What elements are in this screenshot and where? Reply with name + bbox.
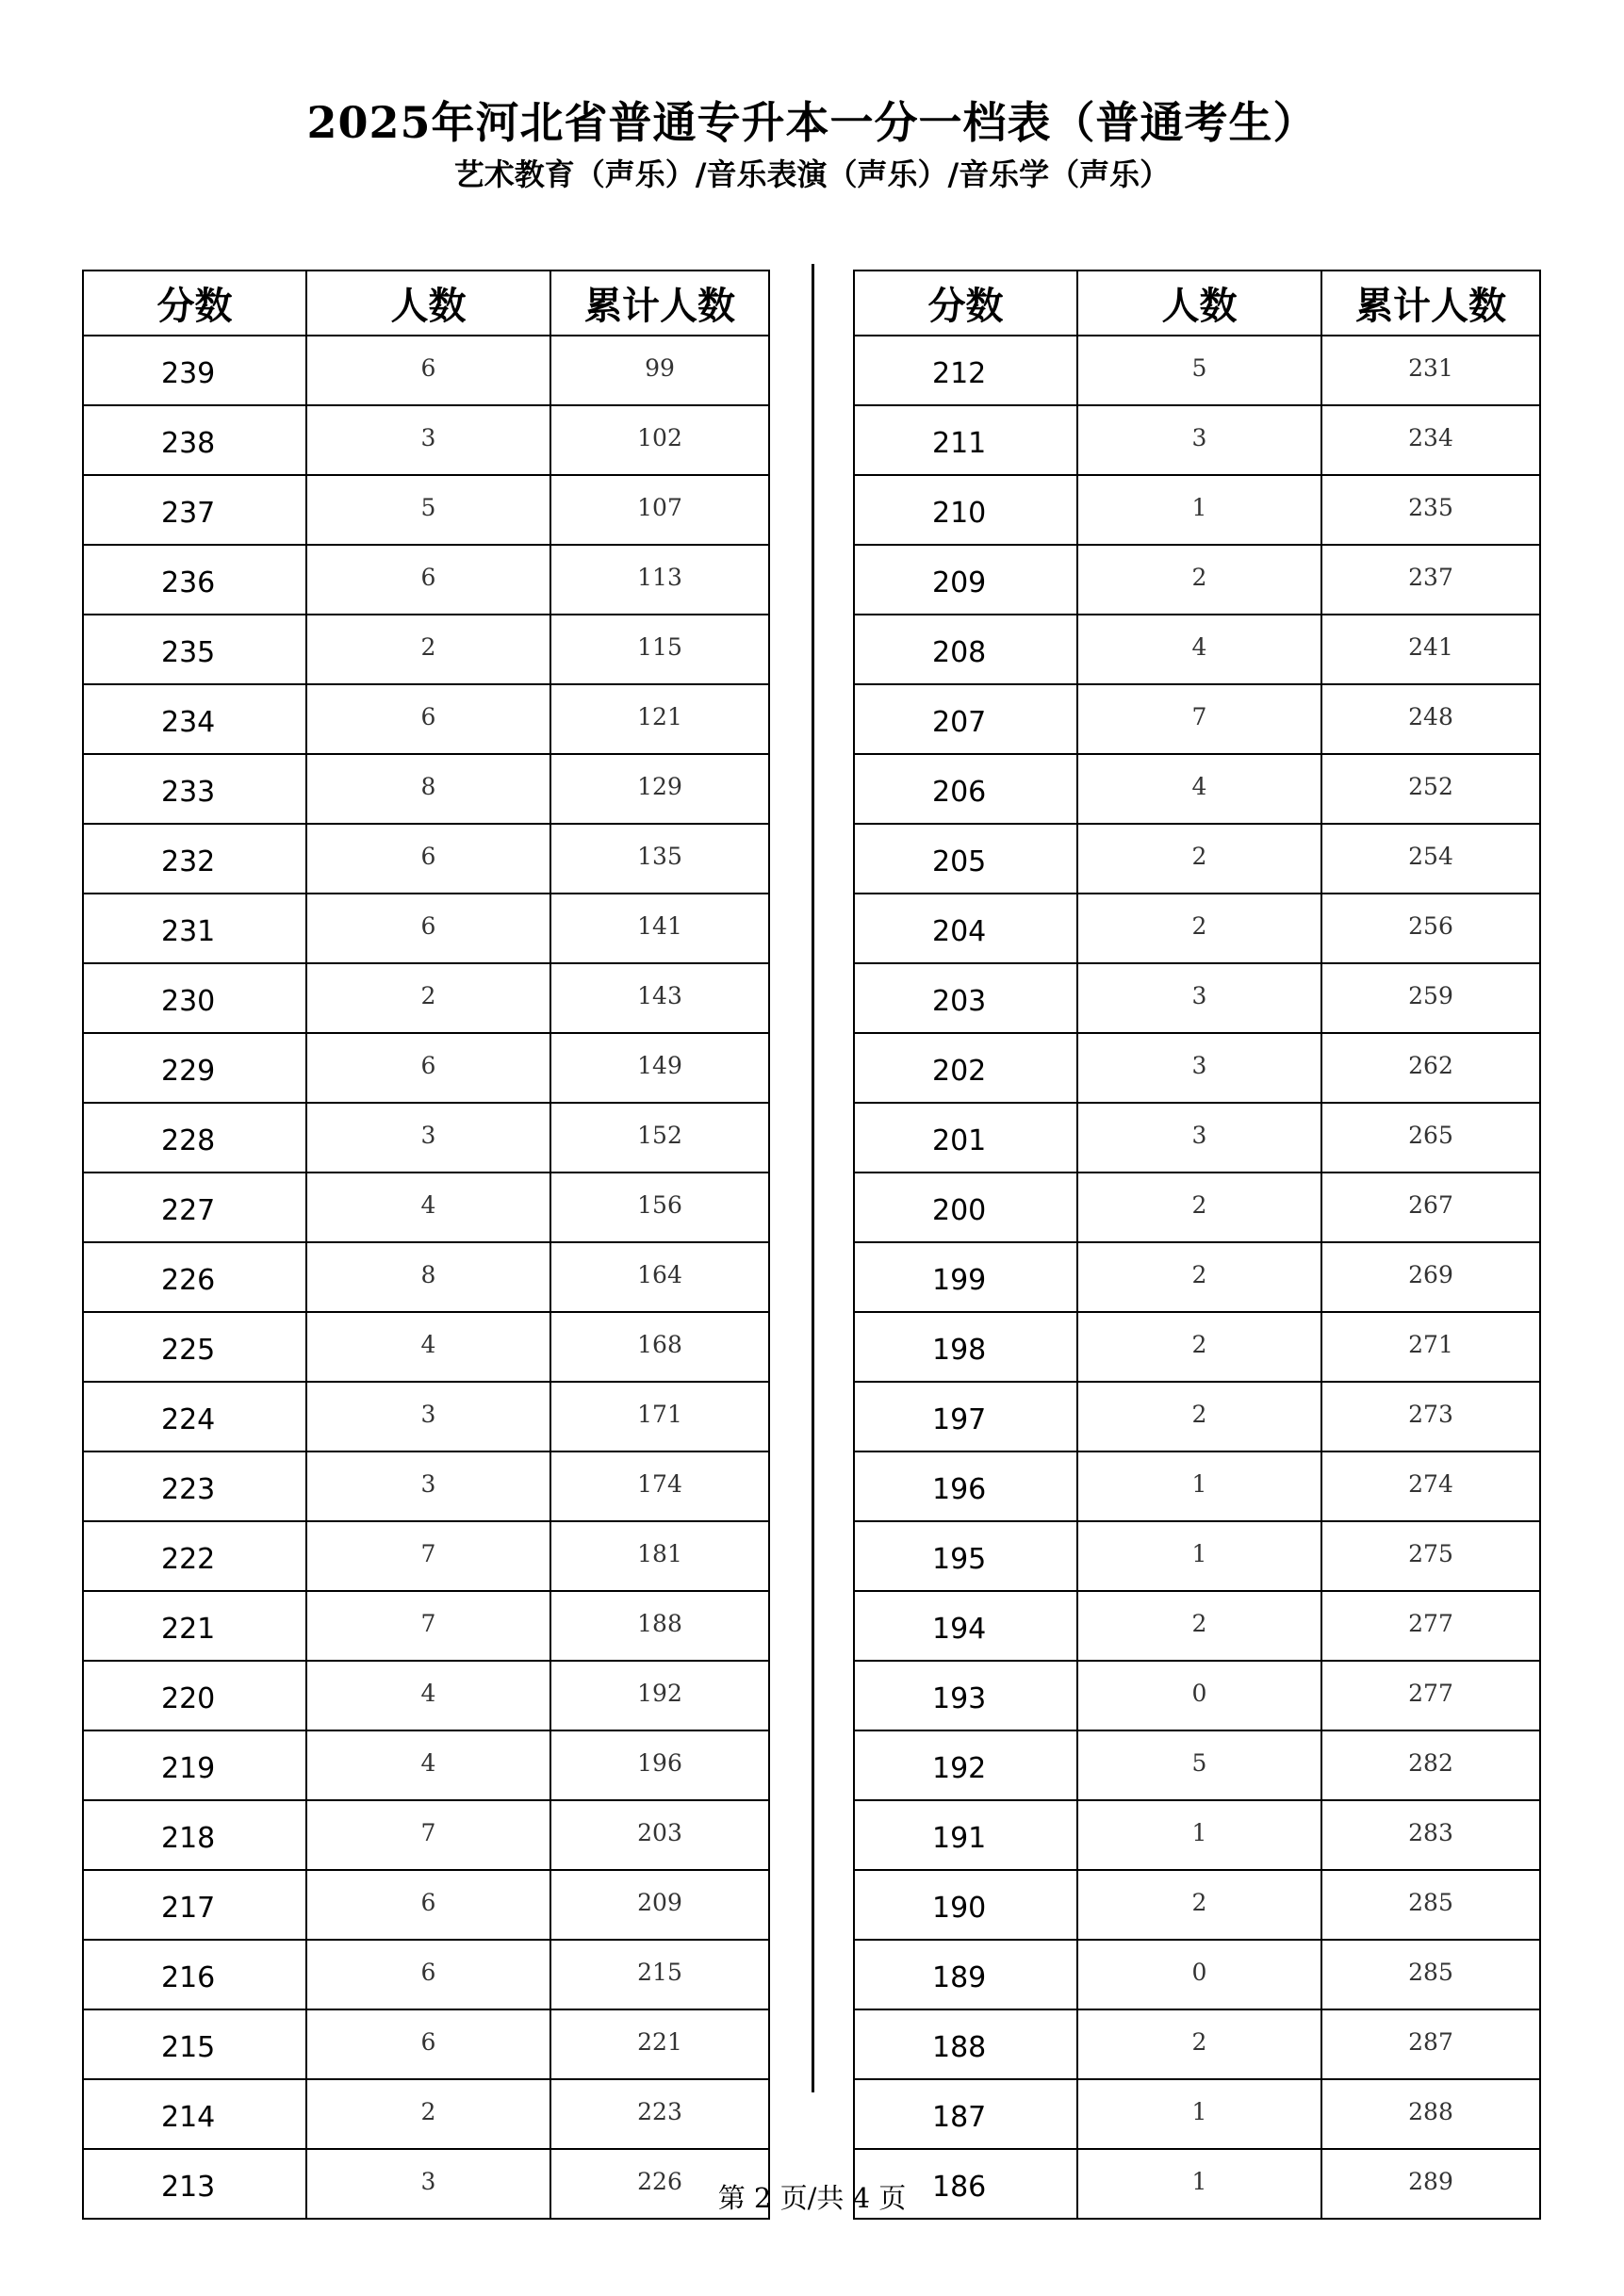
page-title: 2025年河北省普通专升本一分一档表（普通考生） <box>306 97 1318 148</box>
cumulative-cell: 274 <box>1321 1451 1540 1521</box>
column-header-count: 人数 <box>306 271 550 336</box>
score-cell: 206 <box>854 754 1077 824</box>
count-cell: 6 <box>306 1870 550 1940</box>
score-cell: 226 <box>83 1242 306 1312</box>
count-cell: 7 <box>306 1800 550 1870</box>
table-row <box>83 405 769 475</box>
cumulative-cell: 171 <box>550 1382 769 1451</box>
table-row <box>83 336 769 405</box>
score-cell: 190 <box>854 1870 1077 1940</box>
column-header-score: 分数 <box>83 271 306 336</box>
cumulative-cell: 115 <box>550 615 769 684</box>
count-cell: 1 <box>1077 475 1321 545</box>
table-row <box>854 684 1540 754</box>
score-cell: 208 <box>854 615 1077 684</box>
table-row <box>854 615 1540 684</box>
score-cell: 216 <box>83 1940 306 2009</box>
count-cell: 3 <box>306 405 550 475</box>
count-cell: 6 <box>306 1940 550 2009</box>
cumulative-cell: 273 <box>1321 1382 1540 1451</box>
count-cell: 2 <box>306 963 550 1033</box>
cumulative-cell: 221 <box>550 2009 769 2079</box>
page-footer: 第 2 页/共 4 页 <box>717 2182 907 2214</box>
cumulative-cell: 156 <box>550 1173 769 1242</box>
count-cell: 0 <box>1077 1661 1321 1730</box>
table-row <box>83 894 769 963</box>
column-header-count: 人数 <box>1077 271 1321 336</box>
count-cell: 5 <box>1077 336 1321 405</box>
score-cell: 212 <box>854 336 1077 405</box>
table-row <box>83 1661 769 1730</box>
table-row <box>83 1103 769 1173</box>
count-cell: 7 <box>1077 684 1321 754</box>
cumulative-cell: 289 <box>1321 2149 1540 2219</box>
cumulative-cell: 168 <box>550 1312 769 1382</box>
cumulative-cell: 277 <box>1321 1661 1540 1730</box>
cumulative-cell: 188 <box>550 1591 769 1661</box>
table-row <box>83 1730 769 1800</box>
table-row <box>854 1800 1540 1870</box>
count-cell: 2 <box>1077 1382 1321 1451</box>
table-row <box>854 336 1540 405</box>
cumulative-cell: 99 <box>550 336 769 405</box>
column-header-score: 分数 <box>854 271 1077 336</box>
count-cell: 3 <box>306 1451 550 1521</box>
table-row <box>83 1173 769 1242</box>
count-cell: 2 <box>306 2079 550 2149</box>
count-cell: 3 <box>1077 1103 1321 1173</box>
table-row <box>854 963 1540 1033</box>
count-cell: 6 <box>306 824 550 894</box>
table-row <box>854 1312 1540 1382</box>
count-cell: 4 <box>306 1173 550 1242</box>
table-row <box>83 1033 769 1103</box>
cumulative-cell: 215 <box>550 1940 769 2009</box>
count-cell: 4 <box>1077 754 1321 824</box>
count-cell: 8 <box>306 754 550 824</box>
score-cell: 223 <box>83 1451 306 1521</box>
count-cell: 6 <box>306 336 550 405</box>
count-cell: 8 <box>306 1242 550 1312</box>
score-cell: 188 <box>854 2009 1077 2079</box>
score-cell: 239 <box>83 336 306 405</box>
cumulative-cell: 174 <box>550 1451 769 1521</box>
cumulative-cell: 285 <box>1321 1940 1540 2009</box>
cumulative-cell: 271 <box>1321 1312 1540 1382</box>
table-row <box>83 824 769 894</box>
table-row <box>854 1521 1540 1591</box>
cumulative-cell: 164 <box>550 1242 769 1312</box>
score-cell: 225 <box>83 1312 306 1382</box>
score-table-right <box>853 270 1541 2220</box>
count-cell: 7 <box>306 1521 550 1591</box>
cumulative-cell: 143 <box>550 963 769 1033</box>
count-cell: 5 <box>1077 1730 1321 1800</box>
cumulative-cell: 259 <box>1321 963 1540 1033</box>
count-cell: 1 <box>1077 1451 1321 1521</box>
score-cell: 222 <box>83 1521 306 1591</box>
page-subtitle: 艺术教育（声乐）/音乐表演（声乐）/音乐学（声乐） <box>453 156 1171 192</box>
count-cell: 2 <box>306 615 550 684</box>
score-cell: 202 <box>854 1033 1077 1103</box>
score-cell: 217 <box>83 1870 306 1940</box>
cumulative-cell: 181 <box>550 1521 769 1591</box>
cumulative-cell: 287 <box>1321 2009 1540 2079</box>
count-cell: 6 <box>306 684 550 754</box>
cumulative-cell: 256 <box>1321 894 1540 963</box>
score-cell: 209 <box>854 545 1077 615</box>
table-row <box>83 545 769 615</box>
table-row <box>854 1451 1540 1521</box>
table-row <box>83 475 769 545</box>
score-cell: 203 <box>854 963 1077 1033</box>
score-cell: 213 <box>83 2149 306 2219</box>
table-row <box>854 894 1540 963</box>
column-header-cumulative: 累计人数 <box>1321 271 1540 336</box>
table-header-row <box>83 271 769 336</box>
cumulative-cell: 282 <box>1321 1730 1540 1800</box>
count-cell: 3 <box>1077 963 1321 1033</box>
cumulative-cell: 107 <box>550 475 769 545</box>
table-row <box>854 1940 1540 2009</box>
table-row <box>854 1242 1540 1312</box>
cumulative-cell: 269 <box>1321 1242 1540 1312</box>
score-cell: 215 <box>83 2009 306 2079</box>
count-cell: 4 <box>1077 615 1321 684</box>
cumulative-cell: 121 <box>550 684 769 754</box>
count-cell: 1 <box>1077 2149 1321 2219</box>
cumulative-cell: 285 <box>1321 1870 1540 1940</box>
cumulative-cell: 149 <box>550 1033 769 1103</box>
count-cell: 2 <box>1077 1312 1321 1382</box>
score-cell: 205 <box>854 824 1077 894</box>
count-cell: 3 <box>306 1103 550 1173</box>
count-cell: 2 <box>1077 1242 1321 1312</box>
score-cell: 228 <box>83 1103 306 1173</box>
column-header-cumulative: 累计人数 <box>550 271 769 336</box>
count-cell: 1 <box>1077 2079 1321 2149</box>
table-row <box>854 405 1540 475</box>
table-row <box>83 1940 769 2009</box>
cumulative-cell: 237 <box>1321 545 1540 615</box>
table-row <box>854 1870 1540 1940</box>
score-cell: 229 <box>83 1033 306 1103</box>
count-cell: 2 <box>1077 1591 1321 1661</box>
cumulative-cell: 252 <box>1321 754 1540 824</box>
cumulative-cell: 196 <box>550 1730 769 1800</box>
count-cell: 2 <box>1077 894 1321 963</box>
score-cell: 221 <box>83 1591 306 1661</box>
table-row <box>854 754 1540 824</box>
cumulative-cell: 192 <box>550 1661 769 1730</box>
table-row <box>83 684 769 754</box>
count-cell: 4 <box>306 1730 550 1800</box>
table-row <box>83 754 769 824</box>
score-cell: 235 <box>83 615 306 684</box>
table-row <box>83 1312 769 1382</box>
cumulative-cell: 209 <box>550 1870 769 1940</box>
count-cell: 5 <box>306 475 550 545</box>
table-row <box>83 1382 769 1451</box>
cumulative-cell: 203 <box>550 1800 769 1870</box>
table-row <box>854 1173 1540 1242</box>
table-row <box>854 475 1540 545</box>
cumulative-cell: 262 <box>1321 1033 1540 1103</box>
score-cell: 220 <box>83 1661 306 1730</box>
table-row <box>83 1242 769 1312</box>
table-row <box>854 1103 1540 1173</box>
count-cell: 6 <box>306 2009 550 2079</box>
cumulative-cell: 226 <box>550 2149 769 2219</box>
cumulative-cell: 275 <box>1321 1521 1540 1591</box>
cumulative-cell: 283 <box>1321 1800 1540 1870</box>
score-cell: 193 <box>854 1661 1077 1730</box>
score-cell: 219 <box>83 1730 306 1800</box>
cumulative-cell: 141 <box>550 894 769 963</box>
count-cell: 2 <box>1077 1870 1321 1940</box>
table-row <box>83 1521 769 1591</box>
count-cell: 6 <box>306 894 550 963</box>
cumulative-cell: 152 <box>550 1103 769 1173</box>
count-cell: 0 <box>1077 1940 1321 2009</box>
cumulative-cell: 102 <box>550 405 769 475</box>
cumulative-cell: 129 <box>550 754 769 824</box>
count-cell: 6 <box>306 1033 550 1103</box>
score-cell: 232 <box>83 824 306 894</box>
cumulative-cell: 234 <box>1321 405 1540 475</box>
score-cell: 227 <box>83 1173 306 1242</box>
count-cell: 1 <box>1077 1800 1321 1870</box>
count-cell: 2 <box>1077 2009 1321 2079</box>
cumulative-cell: 235 <box>1321 475 1540 545</box>
cumulative-cell: 254 <box>1321 824 1540 894</box>
cumulative-cell: 288 <box>1321 2079 1540 2149</box>
count-cell: 7 <box>306 1591 550 1661</box>
table-row <box>83 1451 769 1521</box>
cumulative-cell: 248 <box>1321 684 1540 754</box>
table-row <box>83 1870 769 1940</box>
cumulative-cell: 265 <box>1321 1103 1540 1173</box>
score-cell: 192 <box>854 1730 1077 1800</box>
score-cell: 197 <box>854 1382 1077 1451</box>
cumulative-cell: 231 <box>1321 336 1540 405</box>
count-cell: 2 <box>1077 545 1321 615</box>
score-cell: 234 <box>83 684 306 754</box>
score-cell: 198 <box>854 1312 1077 1382</box>
table-row <box>854 2009 1540 2079</box>
table-row <box>83 2009 769 2079</box>
score-cell: 238 <box>83 405 306 475</box>
table-row <box>83 2079 769 2149</box>
count-cell: 2 <box>1077 824 1321 894</box>
table-row <box>854 1730 1540 1800</box>
count-cell: 4 <box>306 1661 550 1730</box>
score-cell: 194 <box>854 1591 1077 1661</box>
table-row <box>854 1033 1540 1103</box>
table-row <box>854 1591 1540 1661</box>
count-cell: 1 <box>1077 1521 1321 1591</box>
score-cell: 207 <box>854 684 1077 754</box>
table-row <box>83 1591 769 1661</box>
table-row <box>854 545 1540 615</box>
score-cell: 195 <box>854 1521 1077 1591</box>
score-table-left <box>82 270 770 2220</box>
count-cell: 3 <box>1077 1033 1321 1103</box>
table-row <box>83 963 769 1033</box>
table-row <box>854 2079 1540 2149</box>
score-cell: 211 <box>854 405 1077 475</box>
score-cell: 236 <box>83 545 306 615</box>
cumulative-cell: 113 <box>550 545 769 615</box>
table-header-row <box>854 271 1540 336</box>
score-cell: 191 <box>854 1800 1077 1870</box>
score-cell: 218 <box>83 1800 306 1870</box>
score-cell: 186 <box>854 2149 1077 2219</box>
cumulative-cell: 241 <box>1321 615 1540 684</box>
table-row <box>854 1661 1540 1730</box>
cumulative-cell: 267 <box>1321 1173 1540 1242</box>
count-cell: 3 <box>1077 405 1321 475</box>
table-row <box>83 615 769 684</box>
score-cell: 210 <box>854 475 1077 545</box>
cumulative-cell: 135 <box>550 824 769 894</box>
score-cell: 224 <box>83 1382 306 1451</box>
score-cell: 189 <box>854 1940 1077 2009</box>
score-cell: 231 <box>83 894 306 963</box>
column-divider <box>812 264 814 2092</box>
score-cell: 237 <box>83 475 306 545</box>
score-cell: 201 <box>854 1103 1077 1173</box>
table-row <box>854 824 1540 894</box>
count-cell: 3 <box>306 1382 550 1451</box>
score-cell: 196 <box>854 1451 1077 1521</box>
cumulative-cell: 277 <box>1321 1591 1540 1661</box>
cumulative-cell: 223 <box>550 2079 769 2149</box>
count-cell: 4 <box>306 1312 550 1382</box>
score-cell: 187 <box>854 2079 1077 2149</box>
score-cell: 204 <box>854 894 1077 963</box>
score-cell: 200 <box>854 1173 1077 1242</box>
score-cell: 214 <box>83 2079 306 2149</box>
count-cell: 6 <box>306 545 550 615</box>
table-row <box>83 1800 769 1870</box>
count-cell: 2 <box>1077 1173 1321 1242</box>
score-cell: 199 <box>854 1242 1077 1312</box>
table-row <box>854 1382 1540 1451</box>
score-cell: 233 <box>83 754 306 824</box>
count-cell: 3 <box>306 2149 550 2219</box>
score-cell: 230 <box>83 963 306 1033</box>
